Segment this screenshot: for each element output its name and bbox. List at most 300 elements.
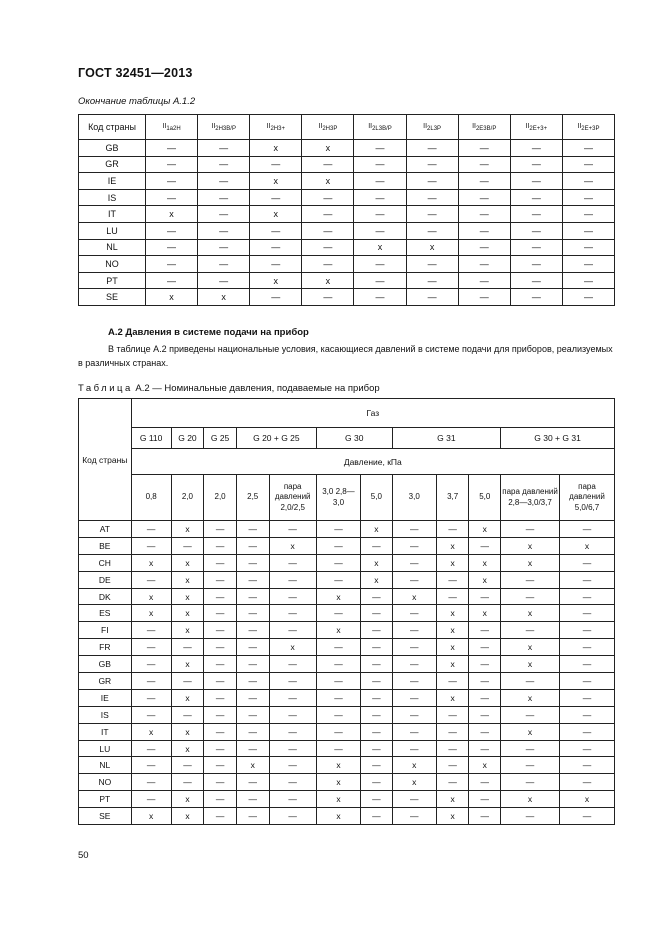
value-cell: — (204, 639, 237, 656)
value-cell: — (316, 740, 360, 757)
column-header-subscript: 2E3B/P (475, 125, 497, 132)
value-cell: — (236, 537, 269, 554)
value-cell: x (469, 521, 501, 538)
value-cell: — (406, 156, 458, 173)
value-cell: — (501, 588, 560, 605)
table1-row (79, 239, 615, 256)
value-cell: x (559, 537, 614, 554)
value-cell: — (458, 222, 510, 239)
value-cell: — (501, 740, 560, 757)
value-cell: — (406, 272, 458, 289)
column-header-subscript: 2H3+ (270, 125, 285, 132)
value-cell: — (316, 723, 360, 740)
country-code-cell: GB (79, 140, 146, 157)
value-cell: — (146, 156, 198, 173)
value-cell: — (501, 521, 560, 538)
value-cell: — (559, 571, 614, 588)
gas-group-g20-g25: G 20 + G 25 (236, 428, 316, 449)
value-cell: x (171, 588, 204, 605)
value-cell: — (131, 622, 171, 639)
value-cell: — (146, 140, 198, 157)
value-cell: — (469, 706, 501, 723)
table1-column-header (406, 115, 458, 140)
table1-header-row (79, 115, 615, 140)
value-cell: — (392, 740, 436, 757)
table2-row (79, 774, 615, 791)
table2-row (79, 571, 615, 588)
value-cell: x (302, 272, 354, 289)
value-cell: — (131, 706, 171, 723)
value-cell: — (204, 622, 237, 639)
value-cell: — (458, 206, 510, 223)
value-cell: — (361, 673, 393, 690)
value-cell: — (559, 774, 614, 791)
value-cell: — (236, 639, 269, 656)
value-cell: — (469, 689, 501, 706)
gas-group-g110: G 110 (131, 428, 171, 449)
value-cell: — (469, 791, 501, 808)
country-code-cell: FR (79, 639, 132, 656)
value-cell: — (469, 537, 501, 554)
table2-pressure-header-row (79, 449, 615, 475)
column-header-subscript: 1a2H (166, 125, 181, 132)
value-cell: — (236, 689, 269, 706)
value-cell: x (236, 757, 269, 774)
table1-column-header (146, 115, 198, 140)
country-code-cell: IS (79, 706, 132, 723)
value-cell: — (354, 206, 406, 223)
table2-caption (78, 383, 380, 394)
country-code-cell: NO (79, 256, 146, 273)
value-cell: — (269, 757, 316, 774)
pressure-header: 0,8 (131, 475, 171, 521)
value-cell: — (269, 723, 316, 740)
column-header-base: II (266, 122, 271, 130)
value-cell: — (559, 808, 614, 825)
value-cell: — (392, 622, 436, 639)
value-cell: — (392, 808, 436, 825)
value-cell: — (510, 272, 562, 289)
table1-column-header (302, 115, 354, 140)
value-cell: — (316, 706, 360, 723)
value-cell: — (236, 656, 269, 673)
value-cell: — (236, 521, 269, 538)
value-cell: x (436, 689, 469, 706)
section-paragraph: В таблице А.2 приведены национальные условия, касающиеся давлений в системе подачи для приборов, реализуемых в различных странах. (78, 344, 613, 368)
value-cell: — (392, 521, 436, 538)
value-cell: — (392, 639, 436, 656)
table2 (78, 398, 615, 825)
country-code-cell: AT (79, 521, 132, 538)
value-cell: — (316, 554, 360, 571)
value-cell: — (236, 791, 269, 808)
value-cell: — (559, 521, 614, 538)
value-cell: — (171, 673, 204, 690)
column-header-subscript: 2E+3+ (529, 125, 548, 132)
table2-row (79, 757, 615, 774)
value-cell: — (198, 156, 250, 173)
value-cell: x (171, 521, 204, 538)
value-cell: — (510, 222, 562, 239)
value-cell: — (250, 156, 302, 173)
country-code-cell: ES (79, 605, 132, 622)
value-cell: — (236, 622, 269, 639)
value-cell: — (171, 774, 204, 791)
value-cell: x (361, 571, 393, 588)
value-cell: — (392, 571, 436, 588)
value-cell: — (146, 222, 198, 239)
value-cell: — (559, 588, 614, 605)
value-cell: — (406, 289, 458, 306)
table2-row (79, 588, 615, 605)
value-cell: x (171, 571, 204, 588)
value-cell: — (510, 256, 562, 273)
gas-group-g20: G 20 (171, 428, 204, 449)
value-cell: — (250, 239, 302, 256)
country-code-cell: IS (79, 189, 146, 206)
value-cell: — (469, 673, 501, 690)
value-cell: — (436, 588, 469, 605)
value-cell: — (250, 289, 302, 306)
value-cell: x (392, 588, 436, 605)
table2-body (79, 521, 615, 825)
value-cell: — (131, 673, 171, 690)
value-cell: — (236, 740, 269, 757)
value-cell: — (354, 156, 406, 173)
value-cell: — (510, 173, 562, 190)
value-cell: — (204, 757, 237, 774)
value-cell: — (204, 588, 237, 605)
pressure-header: 2,0 (171, 475, 204, 521)
value-cell: — (250, 189, 302, 206)
table1-row (79, 256, 615, 273)
value-cell: — (250, 222, 302, 239)
value-cell: — (198, 272, 250, 289)
value-cell: — (458, 173, 510, 190)
value-cell: — (316, 639, 360, 656)
value-cell: x (501, 791, 560, 808)
value-cell: — (458, 272, 510, 289)
value-cell: — (302, 222, 354, 239)
value-cell: — (361, 622, 393, 639)
country-code-cell: DE (79, 571, 132, 588)
value-cell: x (171, 554, 204, 571)
table1-code-header: Код страны (79, 115, 146, 140)
value-cell: x (316, 622, 360, 639)
value-cell: x (436, 537, 469, 554)
value-cell: — (406, 206, 458, 223)
column-header-base: II (525, 122, 530, 130)
value-cell: — (436, 723, 469, 740)
column-header-base: II (472, 122, 476, 130)
value-cell: x (436, 554, 469, 571)
value-cell: — (204, 673, 237, 690)
country-code-cell: NL (79, 239, 146, 256)
value-cell: — (198, 222, 250, 239)
column-header-base: II (162, 122, 167, 130)
value-cell: — (559, 605, 614, 622)
value-cell: x (501, 639, 560, 656)
value-cell: — (361, 689, 393, 706)
value-cell: — (436, 521, 469, 538)
value-cell: — (469, 622, 501, 639)
value-cell: — (354, 222, 406, 239)
value-cell: — (559, 656, 614, 673)
country-code-cell: NO (79, 774, 132, 791)
value-cell: — (250, 256, 302, 273)
value-cell: x (250, 140, 302, 157)
value-cell: — (204, 808, 237, 825)
gas-group-g30: G 30 (316, 428, 392, 449)
table2-row (79, 706, 615, 723)
value-cell: — (562, 189, 614, 206)
value-cell: — (236, 774, 269, 791)
value-cell: — (392, 554, 436, 571)
table2-row (79, 537, 615, 554)
value-cell: x (171, 740, 204, 757)
value-cell: — (354, 289, 406, 306)
value-cell: — (501, 673, 560, 690)
value-cell: — (501, 774, 560, 791)
table1-row (79, 272, 615, 289)
pressure-header: 5,0 (361, 475, 393, 521)
value-cell: — (436, 571, 469, 588)
value-cell: — (316, 571, 360, 588)
value-cell: — (302, 289, 354, 306)
value-cell: — (392, 689, 436, 706)
country-code-cell: BE (79, 537, 132, 554)
value-cell: — (562, 289, 614, 306)
table1-row (79, 206, 615, 223)
value-cell: — (559, 689, 614, 706)
table1-column-header (250, 115, 302, 140)
table1-row (79, 140, 615, 157)
value-cell: x (436, 639, 469, 656)
value-cell: — (436, 706, 469, 723)
column-header-base: II (318, 122, 323, 130)
table1-column-header (354, 115, 406, 140)
value-cell: x (316, 757, 360, 774)
table2-row (79, 740, 615, 757)
country-code-cell: IT (79, 723, 132, 740)
value-cell: — (361, 537, 393, 554)
table2-row (79, 554, 615, 571)
column-header-subscript: 2E+3P (581, 125, 600, 132)
value-cell: — (501, 706, 560, 723)
value-cell: — (501, 808, 560, 825)
value-cell: — (406, 173, 458, 190)
table2-row (79, 673, 615, 690)
value-cell: — (269, 605, 316, 622)
value-cell: x (436, 791, 469, 808)
value-cell: x (469, 554, 501, 571)
value-cell: — (559, 757, 614, 774)
value-cell: — (269, 791, 316, 808)
pressure-header: 3,0 2,8—3,0 (316, 475, 360, 521)
value-cell: x (171, 689, 204, 706)
table2-caption-text: А.2 — Номинальные давления, подаваемые на прибор (132, 383, 380, 394)
value-cell: x (436, 605, 469, 622)
value-cell: x (354, 239, 406, 256)
table2-pressures-row (79, 475, 615, 521)
country-code-cell: LU (79, 222, 146, 239)
value-cell: — (302, 189, 354, 206)
table1-row (79, 222, 615, 239)
value-cell: — (131, 639, 171, 656)
value-cell: — (392, 791, 436, 808)
value-cell: — (469, 723, 501, 740)
value-cell: — (236, 706, 269, 723)
value-cell: — (562, 156, 614, 173)
table1 (78, 114, 615, 306)
value-cell: — (392, 673, 436, 690)
table2-row (79, 622, 615, 639)
value-cell: — (469, 774, 501, 791)
value-cell: — (236, 571, 269, 588)
value-cell: x (131, 605, 171, 622)
value-cell: — (131, 774, 171, 791)
value-cell: x (436, 808, 469, 825)
value-cell: — (146, 256, 198, 273)
value-cell: — (406, 189, 458, 206)
value-cell: — (458, 239, 510, 256)
value-cell: x (436, 656, 469, 673)
value-cell: — (198, 189, 250, 206)
column-header-subscript: 2L3P (427, 125, 442, 132)
pressure-header: 3,0 (392, 475, 436, 521)
value-cell: — (269, 521, 316, 538)
value-cell: — (236, 808, 269, 825)
value-cell: — (510, 206, 562, 223)
value-cell: — (198, 140, 250, 157)
value-cell: — (436, 740, 469, 757)
table2-header-gas-row (79, 399, 615, 428)
country-code-cell: GR (79, 156, 146, 173)
value-cell: x (501, 656, 560, 673)
value-cell: — (204, 723, 237, 740)
section-heading: А.2 Давления в системе подачи на прибор (108, 327, 309, 338)
value-cell: — (469, 588, 501, 605)
country-code-cell: PT (79, 791, 132, 808)
country-code-cell: GR (79, 673, 132, 690)
value-cell: — (510, 239, 562, 256)
country-code-cell: LU (79, 740, 132, 757)
value-cell: x (302, 140, 354, 157)
value-cell: x (269, 537, 316, 554)
table1-row (79, 189, 615, 206)
value-cell: x (171, 656, 204, 673)
value-cell: x (131, 808, 171, 825)
value-cell: x (361, 554, 393, 571)
value-cell: — (458, 289, 510, 306)
value-cell: — (131, 571, 171, 588)
table1-row (79, 156, 615, 173)
table2-gas-header: Газ (131, 399, 614, 428)
value-cell: — (269, 808, 316, 825)
value-cell: — (146, 239, 198, 256)
value-cell: x (250, 173, 302, 190)
table2-row (79, 605, 615, 622)
value-cell: — (354, 189, 406, 206)
document-code: ГОСТ 32451—2013 (78, 66, 193, 80)
page-number: 50 (78, 850, 89, 861)
value-cell: x (559, 791, 614, 808)
value-cell: — (559, 723, 614, 740)
value-cell: x (171, 723, 204, 740)
value-cell: — (501, 757, 560, 774)
value-cell: — (236, 554, 269, 571)
column-header-base: II (368, 122, 373, 130)
value-cell: — (510, 156, 562, 173)
country-code-cell: GB (79, 656, 132, 673)
value-cell: — (269, 554, 316, 571)
value-cell: — (269, 622, 316, 639)
value-cell: x (171, 605, 204, 622)
value-cell: — (131, 757, 171, 774)
value-cell: — (269, 740, 316, 757)
value-cell: — (316, 673, 360, 690)
value-cell: — (562, 140, 614, 157)
value-cell: x (316, 791, 360, 808)
value-cell: — (392, 605, 436, 622)
value-cell: — (204, 706, 237, 723)
value-cell: — (436, 757, 469, 774)
value-cell: — (354, 272, 406, 289)
table1-row (79, 289, 615, 306)
value-cell: — (501, 622, 560, 639)
column-header-base: II (423, 122, 428, 130)
value-cell: — (131, 791, 171, 808)
value-cell: — (204, 689, 237, 706)
column-header-base: II (211, 122, 216, 130)
value-cell: x (269, 639, 316, 656)
value-cell: — (316, 689, 360, 706)
value-cell: — (406, 140, 458, 157)
pressure-header: 2,5 (236, 475, 269, 521)
value-cell: — (510, 140, 562, 157)
value-cell: — (559, 622, 614, 639)
value-cell: x (146, 206, 198, 223)
value-cell: x (469, 571, 501, 588)
gas-group-g25: G 25 (204, 428, 237, 449)
value-cell: — (204, 554, 237, 571)
value-cell: x (198, 289, 250, 306)
value-cell: — (171, 757, 204, 774)
value-cell: — (469, 656, 501, 673)
value-cell: x (250, 272, 302, 289)
pressure-header: пара давлений 2,0/2,5 (269, 475, 316, 521)
value-cell: — (316, 656, 360, 673)
value-cell: — (236, 673, 269, 690)
value-cell: — (236, 605, 269, 622)
country-code-cell: CH (79, 554, 132, 571)
country-code-cell: IT (79, 206, 146, 223)
column-header-subscript: 2H3P (322, 125, 338, 132)
value-cell: x (131, 588, 171, 605)
value-cell: x (501, 605, 560, 622)
table2-row (79, 521, 615, 538)
value-cell: x (171, 808, 204, 825)
value-cell: — (171, 537, 204, 554)
value-cell: — (458, 256, 510, 273)
table2-row (79, 808, 615, 825)
value-cell: — (361, 740, 393, 757)
value-cell: — (361, 808, 393, 825)
value-cell: — (236, 723, 269, 740)
value-cell: — (559, 639, 614, 656)
value-cell: — (198, 206, 250, 223)
value-cell: x (501, 689, 560, 706)
